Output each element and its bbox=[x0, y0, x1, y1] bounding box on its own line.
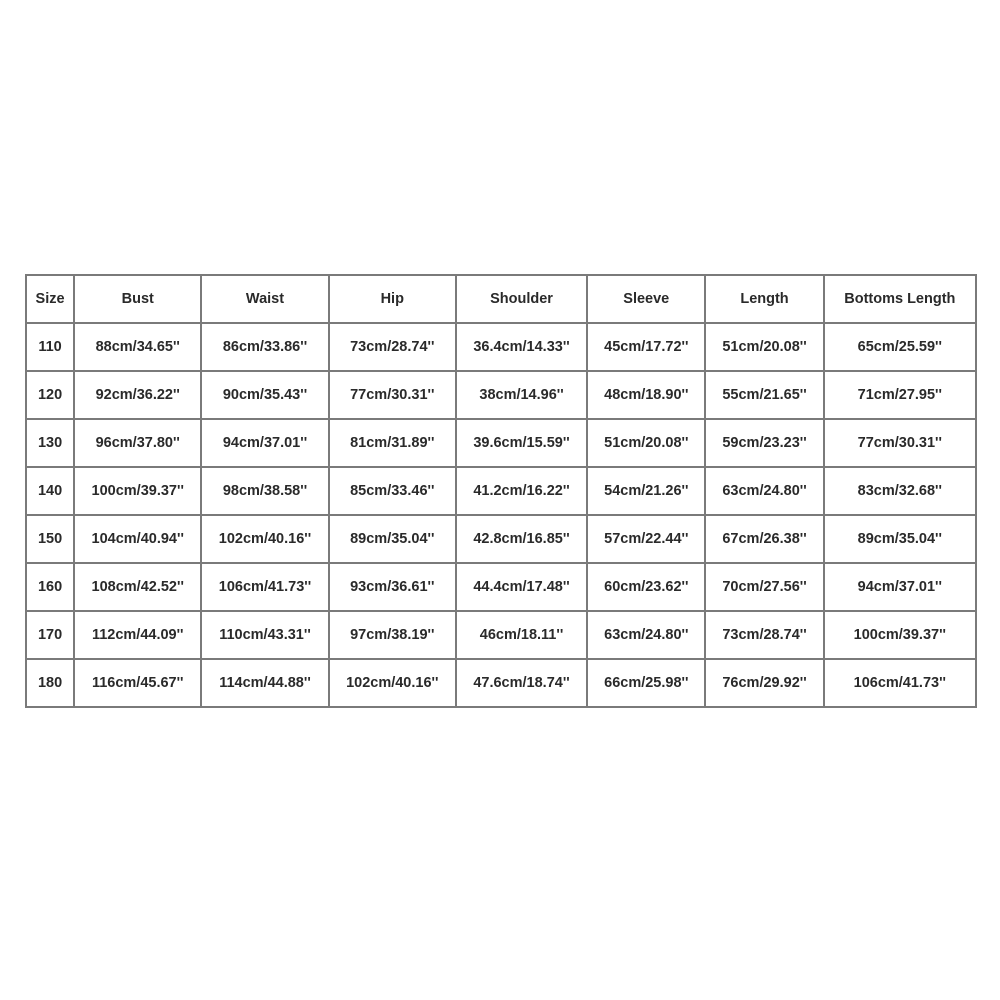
cell-waist: 114cm/44.88'' bbox=[202, 660, 327, 706]
table-row bbox=[27, 612, 975, 658]
cell-length: 51cm/20.08'' bbox=[706, 324, 822, 370]
cell-sleeve: 48cm/18.90'' bbox=[588, 372, 704, 418]
cell-size: 120 bbox=[27, 372, 73, 418]
cell-shoulder: 38cm/14.96'' bbox=[457, 372, 586, 418]
header-waist: Waist bbox=[202, 276, 327, 322]
table-row bbox=[27, 420, 975, 466]
cell-waist: 86cm/33.86'' bbox=[202, 324, 327, 370]
size-chart-table bbox=[25, 274, 977, 708]
table-row bbox=[27, 516, 975, 562]
cell-sleeve: 60cm/23.62'' bbox=[588, 564, 704, 610]
cell-bottoms-length: 71cm/27.95'' bbox=[825, 372, 975, 418]
cell-waist: 98cm/38.58'' bbox=[202, 468, 327, 514]
cell-sleeve: 45cm/17.72'' bbox=[588, 324, 704, 370]
cell-sleeve: 63cm/24.80'' bbox=[588, 612, 704, 658]
cell-hip: 73cm/28.74'' bbox=[330, 324, 455, 370]
cell-sleeve: 57cm/22.44'' bbox=[588, 516, 704, 562]
cell-bottoms-length: 106cm/41.73'' bbox=[825, 660, 975, 706]
cell-size: 130 bbox=[27, 420, 73, 466]
cell-length: 67cm/26.38'' bbox=[706, 516, 822, 562]
cell-bust: 92cm/36.22'' bbox=[75, 372, 200, 418]
cell-sleeve: 66cm/25.98'' bbox=[588, 660, 704, 706]
cell-size: 180 bbox=[27, 660, 73, 706]
cell-bust: 108cm/42.52'' bbox=[75, 564, 200, 610]
cell-hip: 97cm/38.19'' bbox=[330, 612, 455, 658]
cell-length: 55cm/21.65'' bbox=[706, 372, 822, 418]
cell-waist: 102cm/40.16'' bbox=[202, 516, 327, 562]
cell-shoulder: 44.4cm/17.48'' bbox=[457, 564, 586, 610]
cell-waist: 106cm/41.73'' bbox=[202, 564, 327, 610]
header-bust: Bust bbox=[75, 276, 200, 322]
cell-size: 110 bbox=[27, 324, 73, 370]
cell-waist: 94cm/37.01'' bbox=[202, 420, 327, 466]
cell-waist: 110cm/43.31'' bbox=[202, 612, 327, 658]
cell-hip: 93cm/36.61'' bbox=[330, 564, 455, 610]
cell-hip: 89cm/35.04'' bbox=[330, 516, 455, 562]
cell-bottoms-length: 100cm/39.37'' bbox=[825, 612, 975, 658]
cell-hip: 77cm/30.31'' bbox=[330, 372, 455, 418]
cell-bust: 88cm/34.65'' bbox=[75, 324, 200, 370]
cell-length: 70cm/27.56'' bbox=[706, 564, 822, 610]
cell-bust: 104cm/40.94'' bbox=[75, 516, 200, 562]
cell-bottoms-length: 89cm/35.04'' bbox=[825, 516, 975, 562]
cell-bust: 116cm/45.67'' bbox=[75, 660, 200, 706]
cell-bottoms-length: 94cm/37.01'' bbox=[825, 564, 975, 610]
table-row bbox=[27, 660, 975, 706]
cell-hip: 81cm/31.89'' bbox=[330, 420, 455, 466]
cell-length: 63cm/24.80'' bbox=[706, 468, 822, 514]
table-row bbox=[27, 564, 975, 610]
header-size: Size bbox=[27, 276, 73, 322]
cell-sleeve: 54cm/21.26'' bbox=[588, 468, 704, 514]
cell-length: 76cm/29.92'' bbox=[706, 660, 822, 706]
cell-bottoms-length: 83cm/32.68'' bbox=[825, 468, 975, 514]
table-header-row bbox=[27, 276, 975, 322]
cell-length: 59cm/23.23'' bbox=[706, 420, 822, 466]
header-hip: Hip bbox=[330, 276, 455, 322]
cell-bottoms-length: 77cm/30.31'' bbox=[825, 420, 975, 466]
cell-waist: 90cm/35.43'' bbox=[202, 372, 327, 418]
cell-length: 73cm/28.74'' bbox=[706, 612, 822, 658]
cell-size: 160 bbox=[27, 564, 73, 610]
table-row bbox=[27, 324, 975, 370]
cell-bust: 100cm/39.37'' bbox=[75, 468, 200, 514]
cell-bottoms-length: 65cm/25.59'' bbox=[825, 324, 975, 370]
cell-sleeve: 51cm/20.08'' bbox=[588, 420, 704, 466]
table-row bbox=[27, 468, 975, 514]
cell-size: 140 bbox=[27, 468, 73, 514]
cell-size: 170 bbox=[27, 612, 73, 658]
header-length: Length bbox=[706, 276, 822, 322]
cell-shoulder: 39.6cm/15.59'' bbox=[457, 420, 586, 466]
cell-bust: 96cm/37.80'' bbox=[75, 420, 200, 466]
cell-shoulder: 42.8cm/16.85'' bbox=[457, 516, 586, 562]
cell-hip: 85cm/33.46'' bbox=[330, 468, 455, 514]
table-row bbox=[27, 372, 975, 418]
header-sleeve: Sleeve bbox=[588, 276, 704, 322]
cell-bust: 112cm/44.09'' bbox=[75, 612, 200, 658]
cell-shoulder: 46cm/18.11'' bbox=[457, 612, 586, 658]
cell-hip: 102cm/40.16'' bbox=[330, 660, 455, 706]
cell-size: 150 bbox=[27, 516, 73, 562]
cell-shoulder: 47.6cm/18.74'' bbox=[457, 660, 586, 706]
header-shoulder: Shoulder bbox=[457, 276, 586, 322]
cell-shoulder: 36.4cm/14.33'' bbox=[457, 324, 586, 370]
cell-shoulder: 41.2cm/16.22'' bbox=[457, 468, 586, 514]
header-bottoms-length: Bottoms Length bbox=[825, 276, 975, 322]
